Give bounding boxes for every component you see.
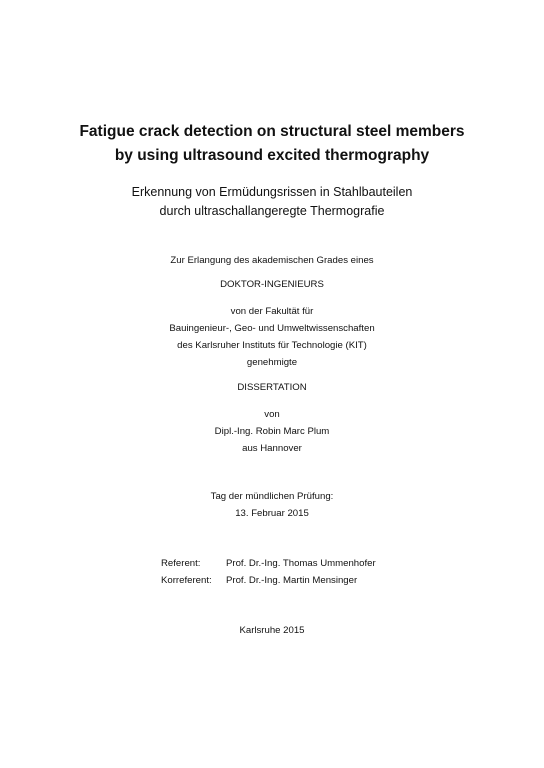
referee-role: Referent:: [161, 558, 201, 569]
author-origin: aus Hannover: [242, 443, 302, 454]
author-name: Dipl.-Ing. Robin Marc Plum: [214, 426, 330, 437]
thesis-title-line-1: Fatigue crack detection on structural steel members: [79, 123, 465, 140]
german-title-line-1: Erkennung von Ermüdungsrissen in Stahlbauteilen: [131, 185, 413, 199]
faculty-line-1: von der Fakultät für: [230, 306, 314, 317]
referee-name: Prof. Dr.-Ing. Thomas Ummenhofer: [226, 558, 376, 569]
place-and-year: Karlsruhe 2015: [239, 625, 305, 636]
by-label: von: [264, 409, 280, 420]
faculty-line-4: genehmigte: [246, 357, 298, 368]
co-referee-name: Prof. Dr.-Ing. Martin Mensinger: [226, 575, 358, 586]
german-title-line-2: durch ultraschallangeregte Thermografie: [159, 204, 385, 218]
degree-name: DOKTOR-INGENIEURS: [220, 279, 324, 290]
document-type: DISSERTATION: [237, 382, 307, 393]
faculty-line-3: des Karlsruher Instituts für Technologie (KIT): [177, 340, 367, 351]
exam-date: 13. Februar 2015: [235, 508, 309, 519]
thesis-title-line-2: by using ultrasound excited thermography: [114, 147, 430, 164]
exam-date-label: Tag der mündlichen Prüfung:: [210, 491, 334, 502]
faculty-line-2: Bauingenieur-, Geo- und Umweltwissenschaften: [169, 323, 375, 334]
degree-intro: Zur Erlangung des akademischen Grades eines: [170, 255, 374, 266]
co-referee-role: Korreferent:: [161, 575, 212, 586]
